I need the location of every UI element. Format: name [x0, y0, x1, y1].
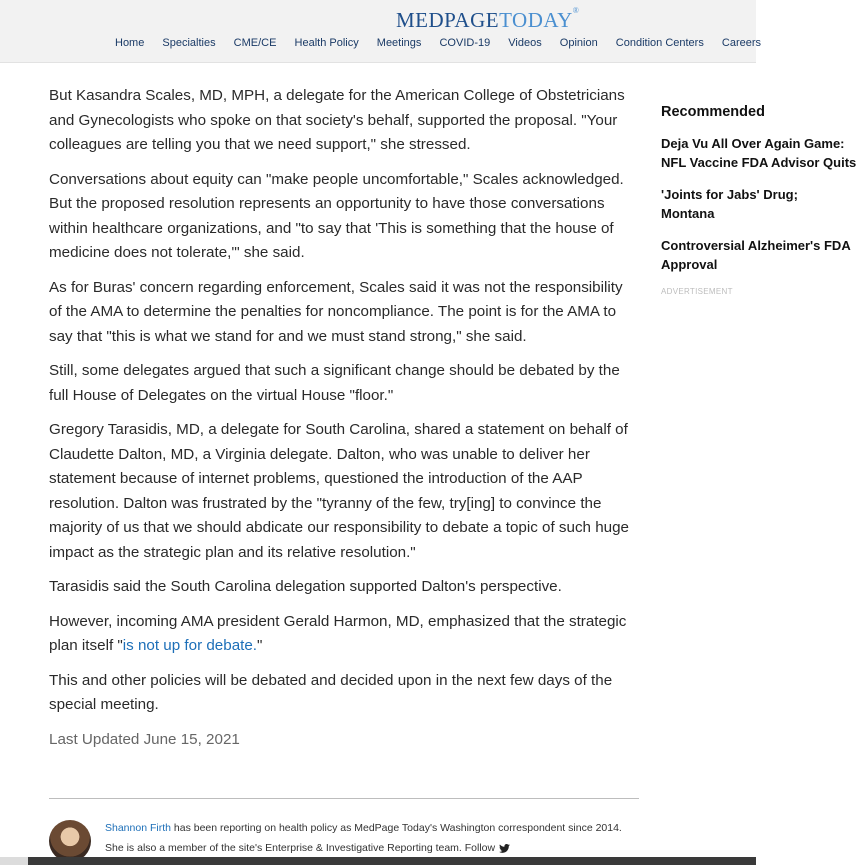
- nav-meetings[interactable]: Meetings: [376, 37, 422, 49]
- nav-opinion[interactable]: Opinion: [559, 37, 598, 49]
- scrollbar-thumb[interactable]: [28, 857, 756, 865]
- horizontal-scrollbar[interactable]: [0, 857, 756, 865]
- medpage-today-logo[interactable]: [396, 8, 579, 33]
- article-paragraph: But Kasandra Scales, MD, MPH, a delegate for the American College of Obstetricians and Gynecologists who spoke on that society's behalf, supported the proposal. "Your colleagues are telling you that we need support," she stressed.: [49, 87, 625, 153]
- author-name-link[interactable]: Shannon Firth: [105, 822, 171, 834]
- divider: [49, 798, 639, 799]
- article-paragraph: Tarasidis said the South Carolina delegation supported Dalton's perspective.: [49, 578, 562, 595]
- recommended-item[interactable]: Deja Vu All Over Again Game: NFL Vaccine FDA Advisor Quits: [661, 136, 857, 170]
- logo-registered-mark: ®: [572, 6, 580, 15]
- paragraph-text: ": [257, 637, 263, 654]
- author-avatar[interactable]: [49, 820, 91, 862]
- nav-careers[interactable]: Careers: [721, 37, 762, 49]
- author-bio: [105, 818, 639, 858]
- article-paragraph: This and other policies will be debated and decided upon in the next few days of the special meeting.: [49, 671, 613, 713]
- last-updated: Last Updated June 15, 2021: [49, 730, 240, 748]
- recommended-item[interactable]: Controversial Alzheimer's FDA Approval: [661, 238, 851, 272]
- nav-home[interactable]: Home: [115, 37, 145, 49]
- nav-cme-ce[interactable]: CME/CE: [233, 37, 277, 49]
- logo-part-medpage: MEDPAGE: [396, 8, 500, 32]
- article-paragraph: Still, some delegates argued that such a significant change should be debated by the full House of Delegates on the virtual House "floor.": [49, 362, 620, 404]
- twitter-icon[interactable]: [499, 844, 510, 853]
- recommended-item[interactable]: 'Joints for Jabs' Drug; Montana: [661, 187, 798, 221]
- recommended-title: Recommended: [661, 104, 765, 120]
- paragraph-text: However, incoming AMA president Gerald Harmon, MD, emphasized that the strategic plan itself ": [49, 612, 627, 654]
- nav-covid-19[interactable]: COVID-19: [439, 37, 491, 49]
- author-bio-text: has been reporting on health policy as MedPage Today's Washington correspondent since 2014. She is also a member of the site's Enterprise & Investigative Reporting team. Follow: [105, 822, 622, 854]
- article-paragraph: As for Buras' concern regarding enforcement, Scales said it was not the responsibility of the AMA to determine the penalties for noncompliance. The point is for the AMA to say that "this is what we stand for and we must stand strong," she said.: [49, 278, 623, 345]
- nav-health-policy[interactable]: Health Policy: [294, 37, 359, 49]
- recommended-sidebar: [661, 104, 857, 296]
- nav-videos[interactable]: Videos: [508, 37, 542, 49]
- article-paragraph: Conversations about equity can "make people uncomfortable," Scales acknowledged. But the proposed resolution represents an opportunity to have those conversations within healthcare organizations, and "to say that 'This is something that the house of medicine does not tolerate,'" she said.: [49, 170, 624, 261]
- not-up-for-debate-link[interactable]: is not up for debate.: [122, 637, 258, 654]
- nav-condition-centers[interactable]: Condition Centers: [615, 37, 704, 49]
- nav-specialties[interactable]: Specialties: [162, 37, 216, 49]
- article-paragraph: [49, 610, 639, 659]
- logo-part-today: TODAY: [499, 8, 573, 32]
- article-body: [49, 84, 639, 762]
- article-paragraph: Gregory Tarasidis, MD, a delegate for South Carolina, shared a statement on behalf of Claudette Dalton, MD, a Virginia delegate. Dalton, who was unable to deliver her statement because of internet problems, questioned the introduction of the AAP resolution. Dalton was frustrated by the "tyranny of the few, try[ing] to convince the majority of us that we should abdicate our responsibility to debate a topic of such huge impact as the strategic plan and its relative resolution.": [49, 421, 630, 561]
- site-header: [0, 0, 762, 63]
- advertisement-label: ADVERTISEMENT: [661, 287, 733, 296]
- main-nav: [115, 37, 776, 49]
